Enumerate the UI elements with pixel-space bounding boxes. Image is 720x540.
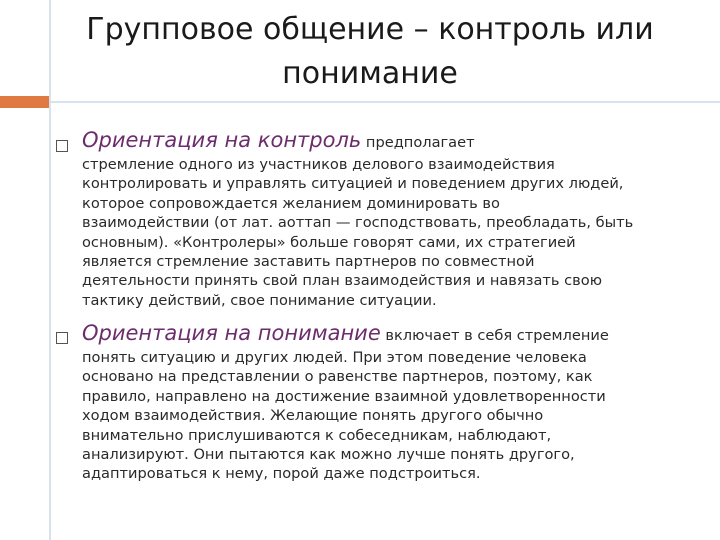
paragraph-line: адаптироваться к нему, порой даже подстроиться. [82,465,481,483]
bullet-square-icon [56,332,68,344]
bullet-square-icon [56,140,68,152]
bullet-first-line [82,128,704,155]
slide-title [40,8,700,96]
title-line-1: Групповое общение – контроль или [86,12,654,47]
paragraph-line: которое сопровождается желанием доминировать во [82,194,500,212]
bullet-first-line-text: предполагает [361,134,475,151]
paragraph-line: контролировать и управлять ситуацией и поведением других людей, [82,175,624,193]
paragraph-line: основным). «Контролеры» больше говорят сами, их стратегией [82,233,576,251]
paragraph-line: ходом взаимодействия. Желающие понять другого обычно [82,407,544,425]
bullet-heading: Ориентация на контроль [82,128,362,152]
bullet-first-line [82,321,704,348]
title-line-2: понимание [282,56,458,91]
bullet-heading: Ориентация на понимание [82,321,381,345]
accent-bar [0,96,49,108]
paragraph-line: анализируют. Они пытаются как можно лучше понять другого, [82,446,575,464]
bullet-paragraph-control [82,128,704,310]
paragraph-line: тактику действий, свое понимание ситуации. [82,291,437,309]
horizontal-rule [49,101,720,103]
bullet-first-line-text: включает в себя стремление [380,327,609,344]
paragraph-line: правило, направлено на достижение взаимной удовлетворенности [82,387,606,405]
paragraph-line: внимательно прислушиваются к собеседникам, наблюдают, [82,426,552,444]
paragraph-line: взаимодействии (от лат. аоттап — господствовать, преобладать, быть [82,214,634,232]
paragraph-line: стремление одного из участников делового взаимодействия [82,156,555,173]
bullet-paragraph-understanding [82,321,704,484]
paragraph-line: понять ситуацию и других людей. При этом поведение человека [82,349,587,366]
paragraph-line: деятельности принять свой план взаимодействия и навязать свою [82,272,602,290]
paragraph-line: основано на представлении о равенстве партнеров, поэтому, как [82,368,593,386]
paragraph-line: является стремление заставить партнеров по совместной [82,253,535,271]
